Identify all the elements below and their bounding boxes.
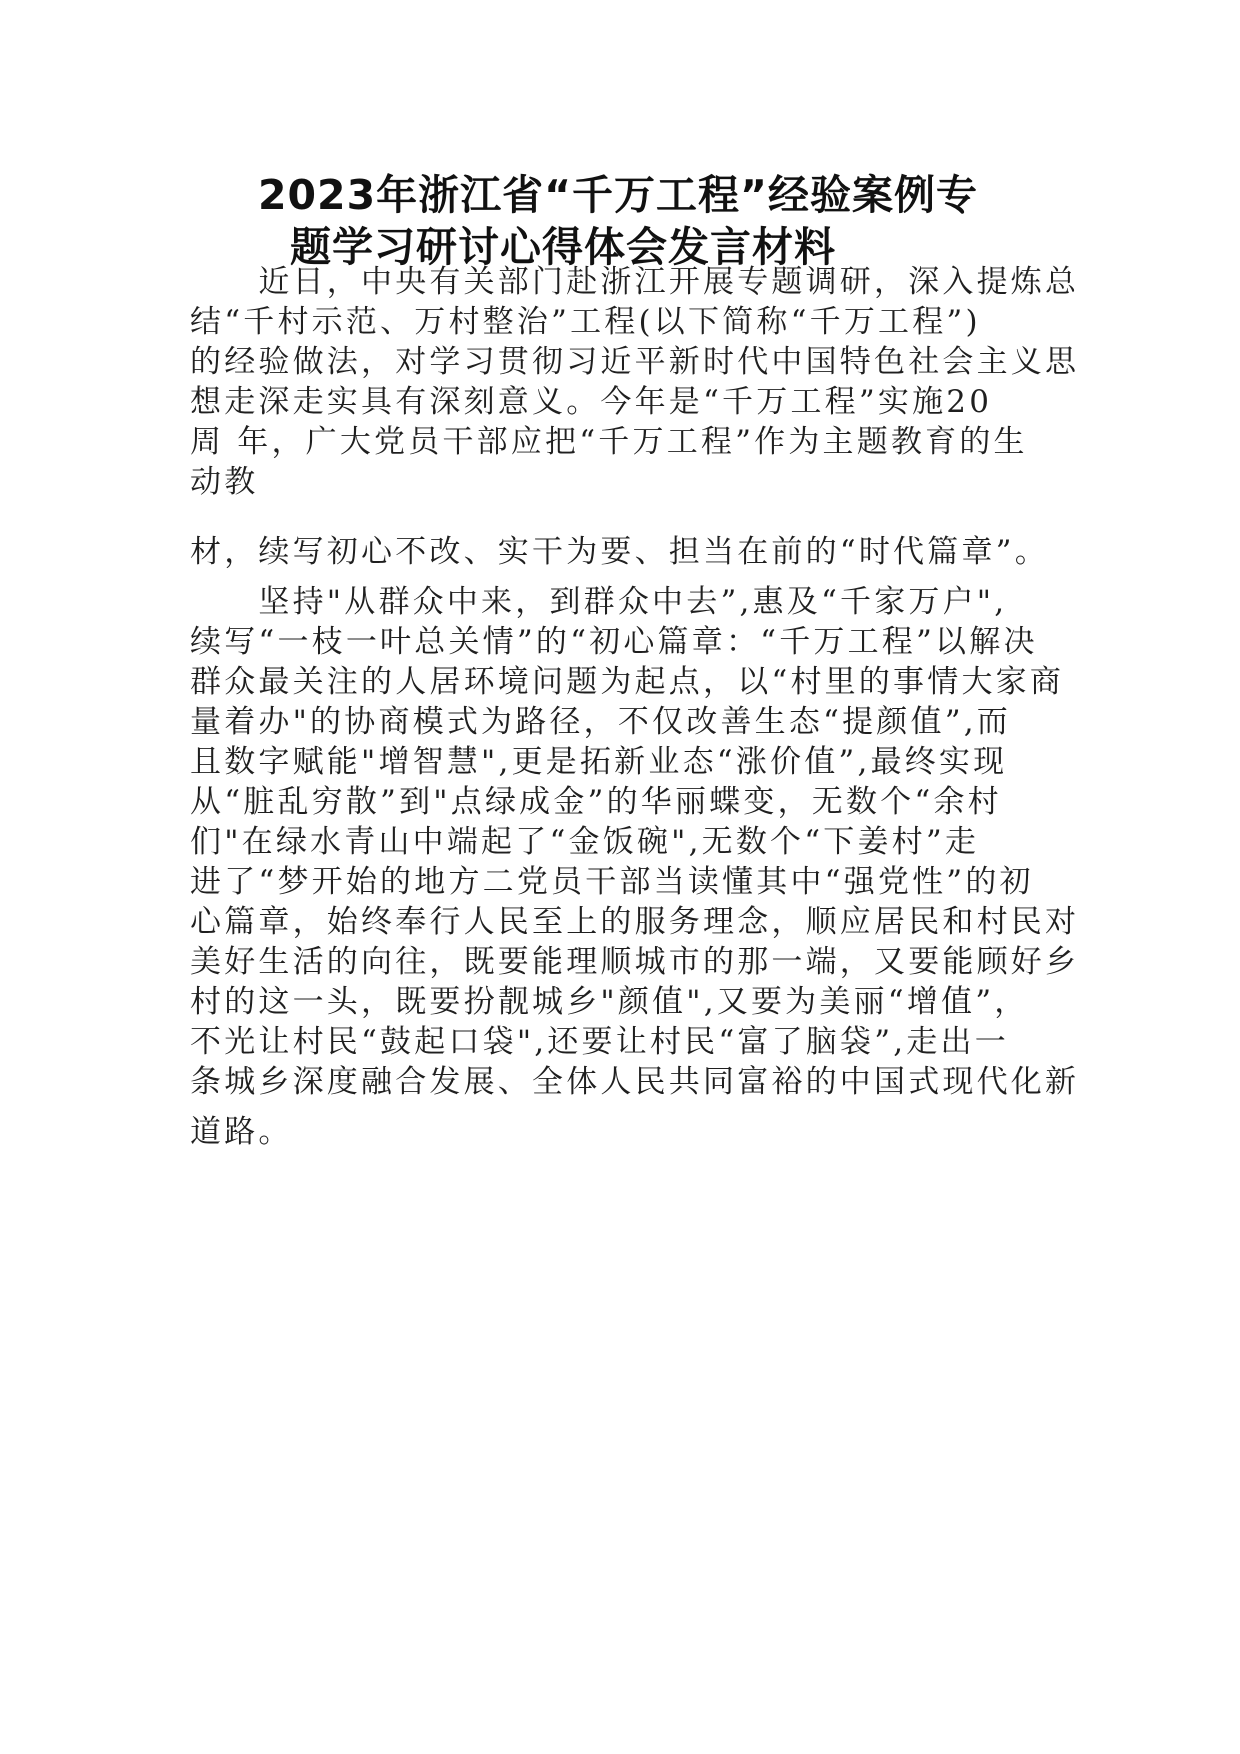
body-line: 从“脏乱穷散”到"点绿成金”的华丽蝶变，无数个“余村 xyxy=(190,784,1002,820)
document-title-line-2: 题学习研讨心得体会发言材料 xyxy=(290,223,836,271)
body-line: 续写“一枝一叶总关情”的“初心篇章：“千万工程”以解决 xyxy=(190,624,1038,660)
body-line: 动教 xyxy=(190,464,259,500)
body-line: 不光让村民“鼓起口袋",还要让村民“富了脑袋”,走出一 xyxy=(190,1024,1009,1060)
body-line: 心篇章，始终奉行人民至上的服务理念，顺应居民和村民对 xyxy=(190,904,1080,940)
body-line: 量着办"的协商模式为路径，不仅改善生态“提颜值”,而 xyxy=(190,704,1012,740)
document-title-line-1: 2023年浙江省“千万工程”经验案例专 xyxy=(258,171,979,219)
body-line: 群众最关注的人居环境问题为起点，以“村里的事情大家商 xyxy=(190,664,1065,700)
body-line: 结“千村示范、万村整治”工程(以下简称“千万工程”) xyxy=(190,304,981,340)
body-line: 想走深走实具有深刻意义。今年是“千万工程”实施20 xyxy=(190,384,993,420)
body-line: 们"在绿水青山中端起了“金饭碗",无数个“下姜村”走 xyxy=(190,824,980,860)
body-line: 条城乡深度融合发展、全体人民共同富裕的中国式现代化新 xyxy=(190,1064,1080,1100)
body-line: 美好生活的向往，既要能理顺城市的那一端，又要能顾好乡 xyxy=(190,944,1080,980)
body-line: 周 年，广大党员干部应把“千万工程”作为主题教育的生 xyxy=(190,424,1028,460)
body-line: 道路。 xyxy=(190,1114,293,1150)
body-line: 进了“梦开始的地方二党员干部当读懂其中“强党性”的初 xyxy=(190,864,1034,900)
body-line: 坚持"从群众中来，到群众中去”,惠及“千家万户", xyxy=(190,584,1008,620)
body-line: 材，续写初心不改、实干为要、担当在前的“时代篇章”。 xyxy=(190,534,1049,570)
body-line: 村的这一头，既要扮靓城乡"颜值",又要为美丽“增值”， xyxy=(190,984,1029,1020)
body-line: 且数字赋能"增智慧",更是拓新业态“涨价值”,最终实现 xyxy=(190,744,1008,780)
body-line: 的经验做法，对学习贯彻习近平新时代中国特色社会主义思 xyxy=(190,344,1080,380)
body-line: 近日，中央有关部门赴浙江开展专题调研，深入提炼总 xyxy=(190,264,1080,300)
